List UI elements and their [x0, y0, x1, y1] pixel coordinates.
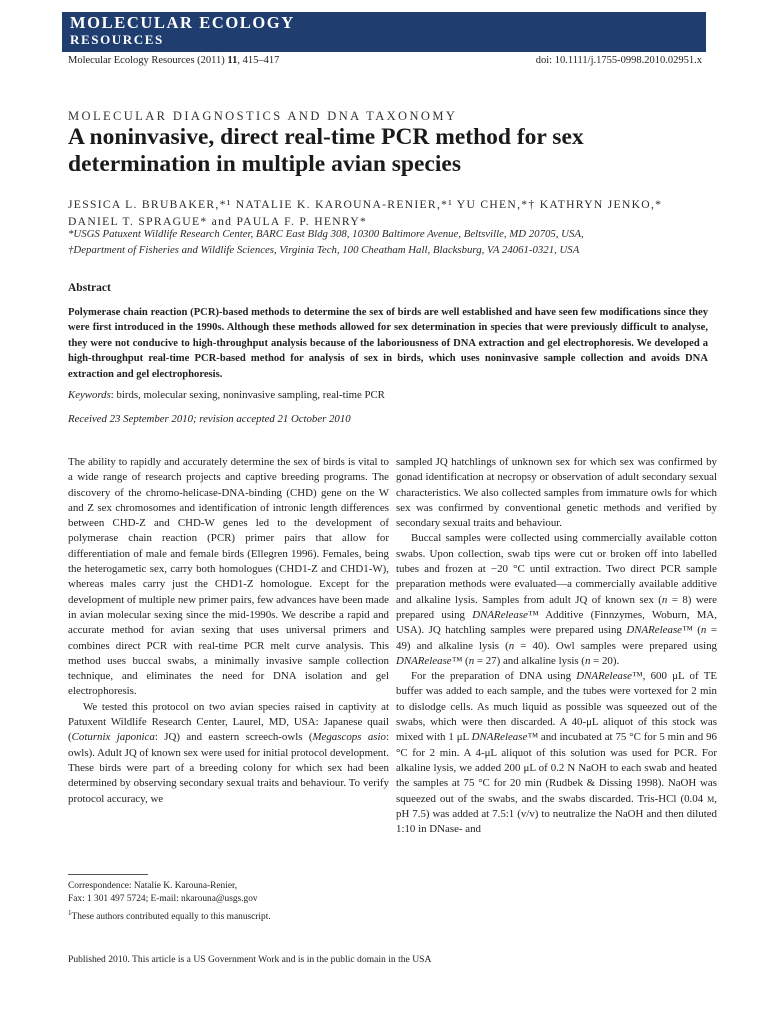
author-list: [68, 196, 708, 230]
footnote-divider: [68, 874, 148, 875]
footnotes: [68, 880, 389, 924]
page-footer: Published 2010. This article is a US Government Work and is in the public domain in the USA: [68, 954, 432, 965]
body-paragraph: sampled JQ hatchlings of unknown sex for which sex was confirmed by gonad identification at necropsy or observation of adult secondary sexual characteristics. We also collected samples from immature owls for which sex was confirmed by conventional genetic methods and verified by secondary sexual traits and behaviour.: [396, 456, 717, 530]
journal-name-line1: MOLECULAR ECOLOGY: [70, 13, 295, 32]
keywords-list: : birds, molecular sexing, noninvasive sampling, real-time PCR: [110, 389, 385, 401]
abstract-text: Polymerase chain reaction (PCR)-based methods to determine the sex of birds are well established and have seen few modifications since they were first introduced in the 1990s. Although these methods allowed for sex determination in species that were previously difficult to analyse, they were not conducive to high-throughput analysis because of the laboriousness of DNA extraction and gel electrophoresis. We developed a high-throughput real-time PCR-based method for analysis of sex in birds, which uses noninvasive sample collection and avoids DNA extraction and gel electrophoresis.: [68, 307, 708, 380]
body-paragraph: For the preparation of DNA using DNARelease™, 600 μL of TE buffer was added to each sample, and the tubes were vortexed for 2 min to dislodge cells. As much liquid as possible was squeezed out of the swabs, which were then discarded. A 40-μL aliquot of this stock was mixed with 1 μL DNARelease™ and incubated at 75 °C for 5 min and 96 °C for 2 min. A 4-μL aliquot of this solution was used for PCR. For alkaline lysis, we added 200 μL of 0.2 N NaOH to each swab and heated the samples at 75 °C for 20 min (Rudbek & Dissing 1998). NaOH was squeezed out of the swabs, and the swabs discarded. Tris-HCl (0.04 m, pH 7.5) was added at 7.5:1 (v/v) to neutralize the NaOH and then diluted 1:10 in DNase- and: [396, 670, 717, 836]
authors-line2: DANIEL T. SPRAGUE* and PAULA F. P. HENRY*: [68, 215, 368, 228]
affiliation-virginia-tech: †Department of Fisheries and Wildlife Sciences, Virginia Tech, 100 Cheatham Hall, Blacksburg, VA 24061-0321, USA: [68, 244, 580, 256]
journal-banner: [62, 12, 706, 52]
body-column-left: [68, 455, 389, 807]
affiliation-usgs: *USGS Patuxent Wildlife Research Center, BARC East Bldg 308, 10300 Baltimore Avenue, Beltsville, MD 20705, USA,: [68, 228, 584, 240]
contact-info[interactable]: Fax: 1 301 497 5724; E-mail: nkarouna@usgs.gov: [68, 894, 258, 905]
received-dates: Received 23 September 2010; revision accepted 21 October 2010: [68, 413, 351, 425]
section-label: MOLECULAR DIAGNOSTICS AND DNA TAXONOMY: [68, 109, 458, 123]
body-paragraph: We tested this protocol on two avian species raised in captivity at Patuxent Wildlife Research Center, Laurel, MD, USA: Japanese quail (Coturnix japonica: JQ) and eastern screech-owls (Megascops asio: owls). Adult JQ of known sex were used for initial protocol development. These birds were part of a breeding colony for which sex had been determined by observing secondary sexual traits and behaviour. To verify protocol accuracy, we: [68, 700, 389, 805]
journal-name-line2: RESOURCES: [70, 32, 164, 47]
body-paragraph: Buccal samples were collected using commercially available cotton swabs. Upon collection, swab tips were cut or broken off into labelled tubes and frozen at −20 °C until extraction. Two direct PCR sample preparation methods were evaluated—a commercially available additive and alkaline lysis. Samples from adult JQ of known sex (n = 8) were prepared using DNARelease™ Additive (Finnzymes, Woburn, MA, USA). JQ hatchling samples were prepared using DNARelease™ (n = 49) and alkaline lysis (n = 40). Owl samples were prepared using DNARelease™ (n = 27) and alkaline lysis (n = 20).: [396, 532, 717, 667]
doi-link[interactable]: doi: 10.1111/j.1755-0998.2010.02951.x: [535, 55, 702, 66]
keywords-label: Keywords: [68, 389, 111, 401]
citation-pages: , 415–417: [237, 55, 280, 66]
correspondence: Correspondence: Natalie K. Karouna-Renier,: [68, 881, 238, 891]
abstract-heading: Abstract: [68, 282, 111, 294]
body-paragraph: The ability to rapidly and accurately determine the sex of birds is vital to a wide range of research projects and captive breeding programs. The discovery of the chromo-helicase-DNA-binding (CHD) gene on the W and Z sex chromosomes and identification of intronic length differences between CHD-Z and CHD-W genes led to the development of polymerase chain reaction (PCR) primer pairs that allow for differentiation of male and female birds (Ellegren 1996). Females, being the heterogametic sex, carry both homologues (CHD1-Z and CHD1-W), whereas males carry just the CHD1-Z homologue. Except for the development of multiple new primer pairs, few advances have been made in avian molecular sexing since the mid-1990s. We describe a rapid and accurate method for avian sexing that uses universal primers and combines direct PCR with real-time PCR melt curve analysis. This method uses buccal swabs, a minimally invasive sample collection technique, and eliminates the need for DNA isolation and gel electrophoresis.: [68, 456, 389, 698]
equal-contribution-note: $^1$These authors contributed equally to this manuscript.: [68, 908, 271, 922]
article-title: A noninvasive, direct real-time PCR method for sex determination in multiple avian species: [68, 124, 584, 177]
body-column-right: [396, 455, 717, 837]
citation-prefix: Molecular Ecology Resources (2011): [68, 55, 228, 66]
keywords: [68, 389, 708, 401]
citation: [68, 55, 279, 66]
authors-line1: JESSICA L. BRUBAKER,*¹ NATALIE K. KAROUNA-RENIER,*¹ YU CHEN,*† KATHRYN JENKO,*: [68, 198, 663, 211]
citation-volume: 11: [227, 55, 238, 66]
